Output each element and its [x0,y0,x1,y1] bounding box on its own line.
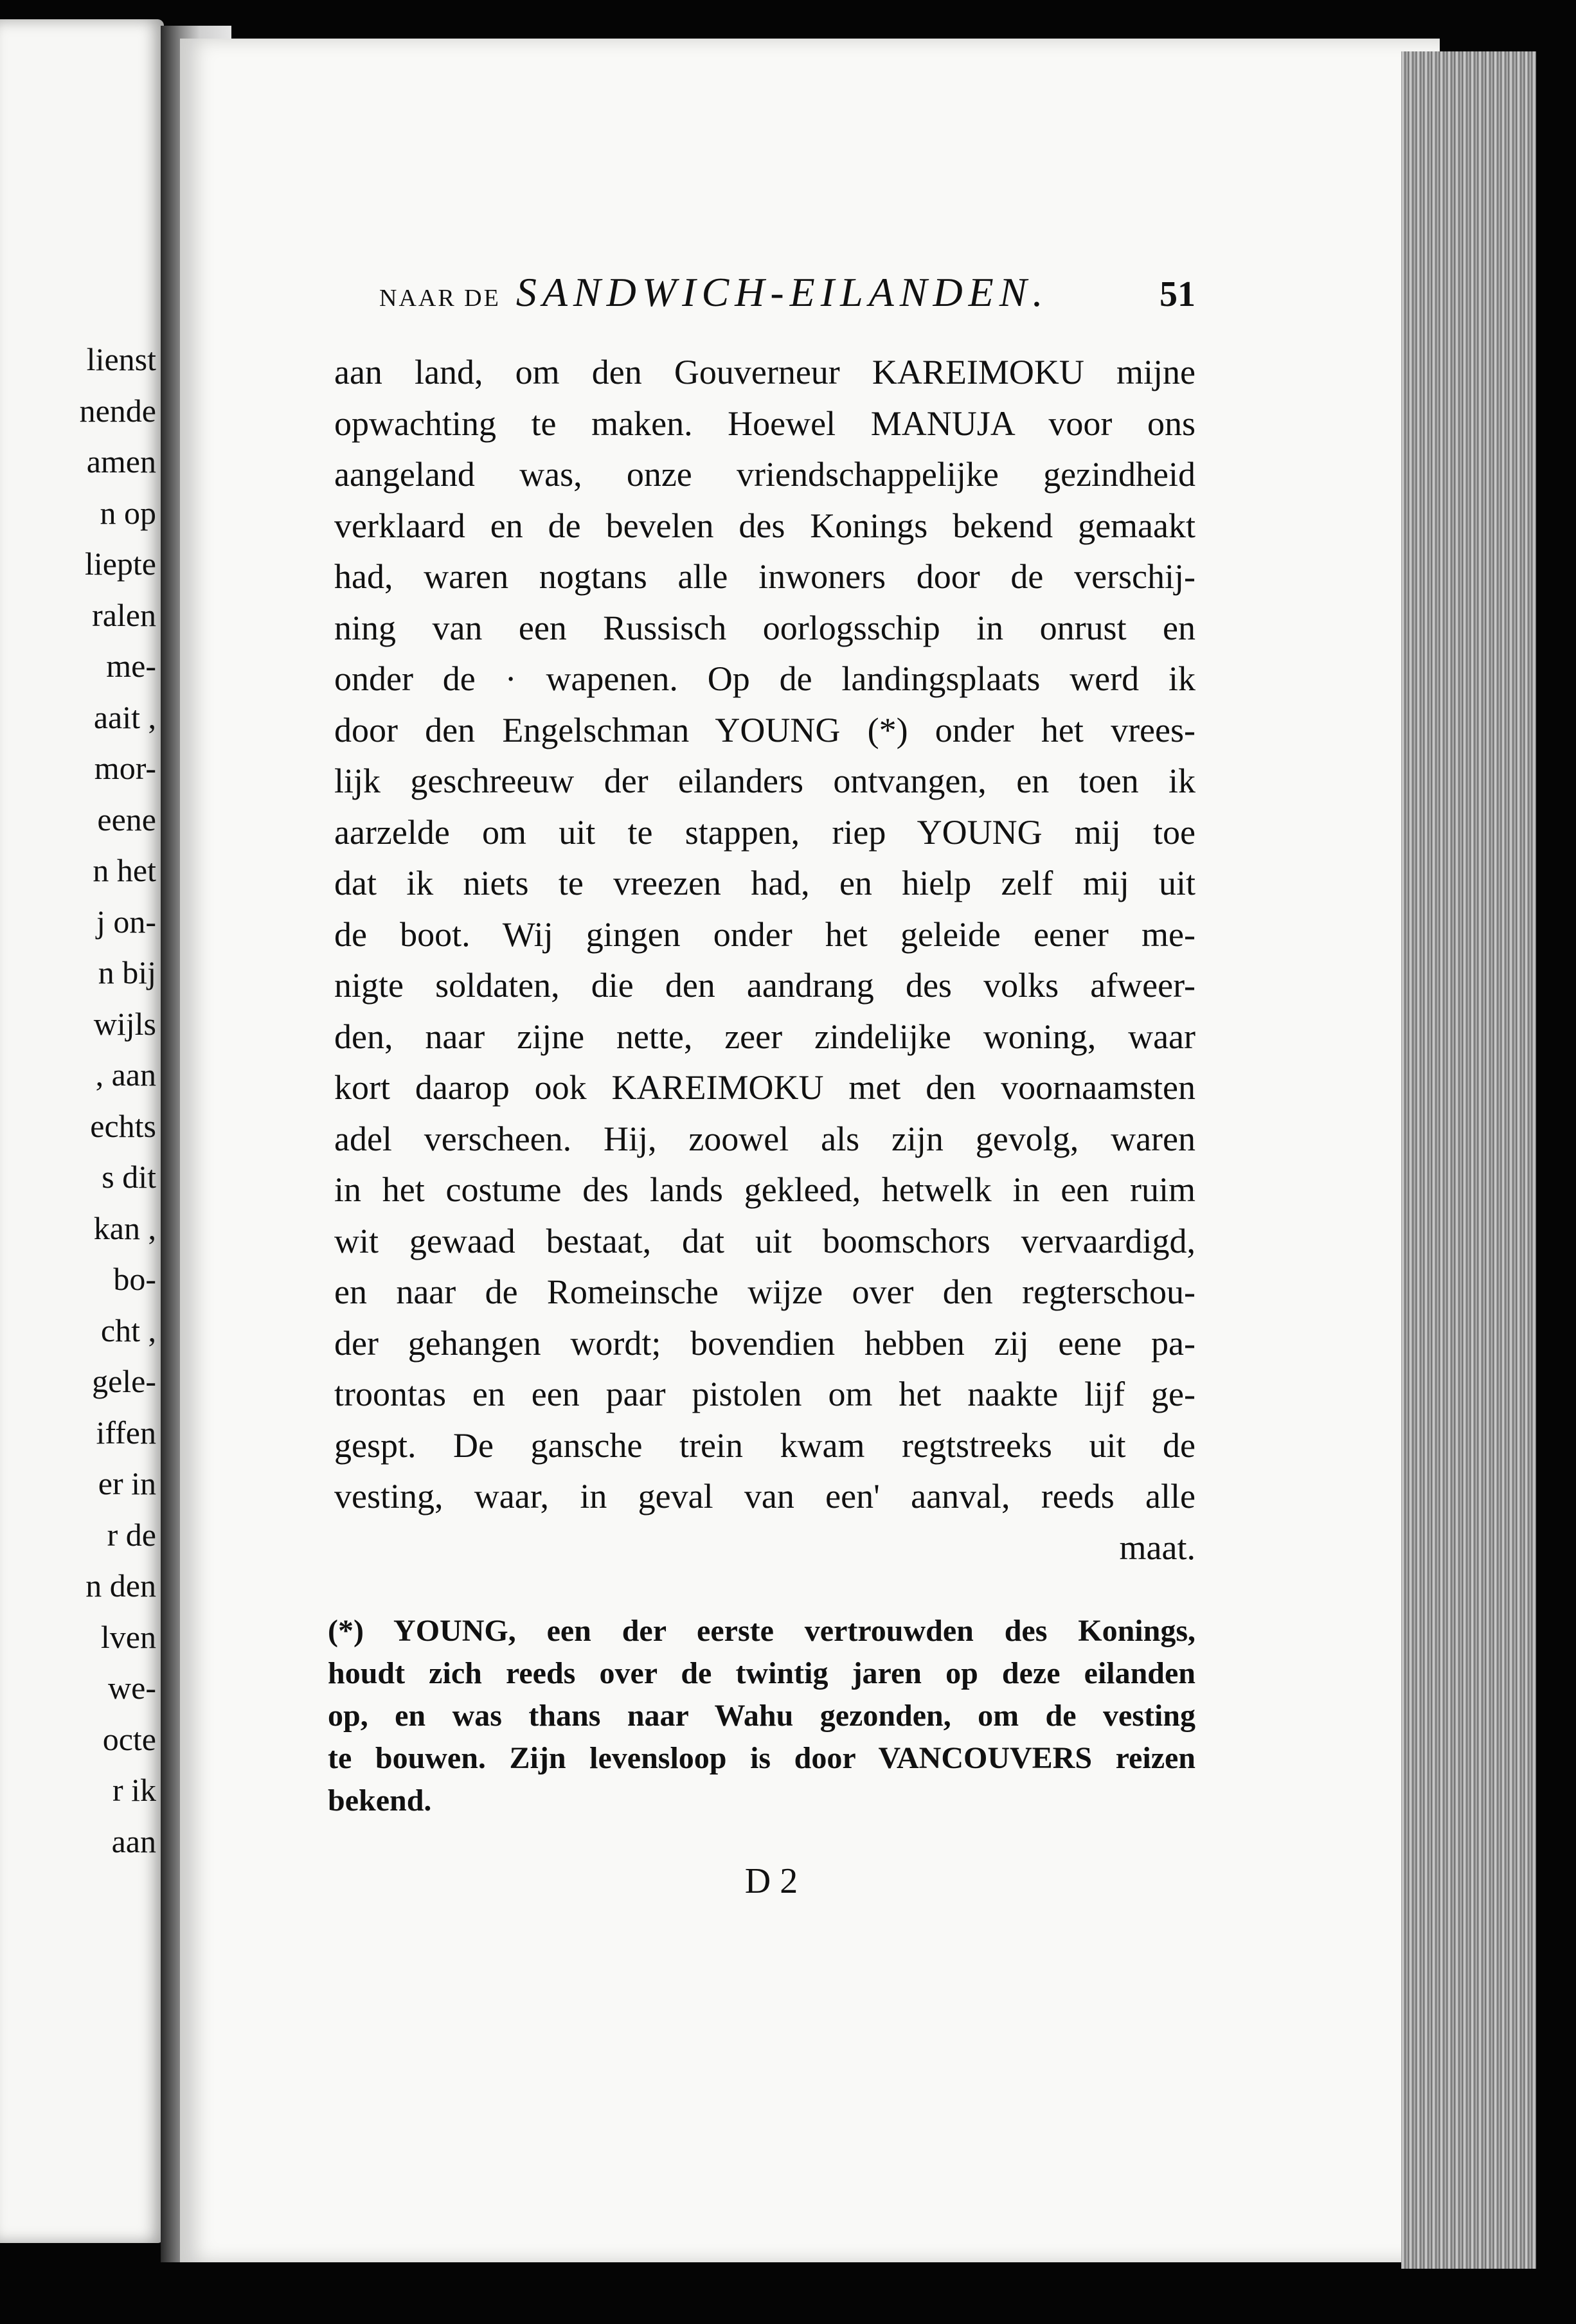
previous-page-line-fragment: kan , [93,1210,156,1246]
previous-page-line-fragment: ralen [92,596,156,633]
previous-page-line-fragment: octe [102,1721,156,1757]
text-line: troontas en een paar pistolen om het naakte lijf ge- [334,1375,1195,1413]
text-line: verklaard en de bevelen des Konings bekend gemaakt [334,506,1195,545]
text-line: adel verscheen. Hij, zoowel als zijn gevolg, waren [334,1119,1195,1158]
text-line: den, naar zijne nette, zeer zindelijke woning, waar [334,1017,1195,1056]
footnote-line: bekend. [328,1783,432,1818]
text-line: en naar de Romeinsche wijze over den regterschou- [334,1273,1195,1311]
text-line: vesting, waar, in geval van een' aanval, reeds alle [334,1477,1195,1515]
previous-page-line-fragment: s dit [102,1159,156,1195]
text-line: in het costume des lands gekleed, hetwelk in een ruim [334,1170,1195,1209]
previous-page-line-fragment: aait , [93,699,156,735]
text-line: maat. [1119,1528,1195,1567]
previous-page-line-fragment: me- [106,648,156,684]
text-line: nigte soldaten, die den aandrang des volks afweer- [334,966,1195,1005]
text-line: ning van een Russisch oorlogsschip in onrust en [334,608,1195,647]
running-head [379,269,1195,326]
previous-page-line-fragment: j on- [96,903,156,940]
text-line: aan land, om den Gouverneur KAREIMOKU mijne [334,353,1195,391]
previous-page-line-fragment: n bij [98,954,156,990]
previous-page-line-fragment: n op [100,494,156,531]
running-head-title: SANDWICH-EILANDEN. [515,269,1049,315]
previous-page-line-fragment: n het [93,852,156,888]
previous-page-line-fragment: n den [85,1568,156,1604]
previous-page-line-fragment: mor- [94,750,156,786]
page-block-edges [1401,51,1536,2269]
text-line: had, waren nogtans alle inwoners door de verschij- [334,557,1195,596]
footnote-line: te bouwen. Zijn levensloop is door VANCOUVERS reizen [328,1741,1195,1775]
previous-page-line-fragment: er in [98,1465,156,1501]
text-line: de boot. Wij gingen onder het geleide eener me- [334,915,1195,954]
previous-page-line-fragment: lven [100,1618,156,1655]
previous-page-line-fragment: liepte [84,546,156,582]
previous-page-line-fragment: lienst [86,341,156,377]
text-line: kort daarop ook KAREIMOKU met den voornaamsten [334,1068,1195,1107]
page-number: 51 [1160,274,1195,314]
previous-page-line-fragment: amen [86,443,156,479]
previous-page-line-fragment: r de [107,1516,156,1553]
previous-page-line-fragment: wijls [93,1005,156,1042]
text-line: wit gewaad bestaat, dat uit boomschors vervaardigd, [334,1221,1195,1260]
text-line: aangeland was, onze vriendschappelijke gezindheid [334,455,1195,494]
text-line: onder de · wapenen. Op de landingsplaats werd ik [334,659,1195,698]
text-line: der gehangen wordt; bovendien hebben zij eene pa- [334,1323,1195,1363]
text-line: opwachting te maken. Hoewel MANUJA voor ons [334,404,1195,443]
footnote-line: op, en was thans naar Wahu gezonden, om de vesting [328,1699,1195,1733]
previous-page-line-fragment: we- [108,1670,156,1706]
previous-page-line-fragment: bo- [113,1261,156,1297]
text-line: door den Engelschman YOUNG (*) onder het vrees- [334,710,1195,749]
footnote-line: (*) YOUNG, een der eerste vertrouwden des Konings, [328,1614,1195,1648]
previous-page-line-fragment: , aan [95,1057,156,1093]
text-line: aarzelde om uit te stappen, riep YOUNG mij toe [334,812,1195,852]
running-head-prefix: NAAR DE [379,285,501,312]
previous-page-line-fragment: eene [97,801,156,837]
previous-page-line-fragment: aan [111,1823,156,1859]
text-line: gespt. De gansche trein kwam regtstreeks uit de [334,1426,1195,1465]
previous-page-line-fragment: r ik [112,1772,156,1808]
text-line: dat ik niets te vreezen had, en hielp zelf mij uit [334,864,1195,902]
previous-page-line-fragment: iffen [96,1414,156,1451]
previous-page-line-fragment: cht , [100,1312,156,1348]
previous-page-sliver [0,19,164,2243]
footnote-line: houdt zich reeds over de twintig jaren op deze eilanden [328,1656,1195,1690]
previous-page-line-fragment: echts [90,1107,156,1144]
previous-page-line-fragment: gele- [92,1363,156,1399]
body-text [334,347,1195,1573]
signature-mark: D 2 [744,1861,798,1901]
previous-page-line-ends [80,334,156,1867]
previous-page-line-fragment: nende [79,392,156,429]
text-line: lijk geschreeuw der eilanders ontvangen, en toen ik [334,762,1195,800]
footnote [328,1610,1195,1822]
